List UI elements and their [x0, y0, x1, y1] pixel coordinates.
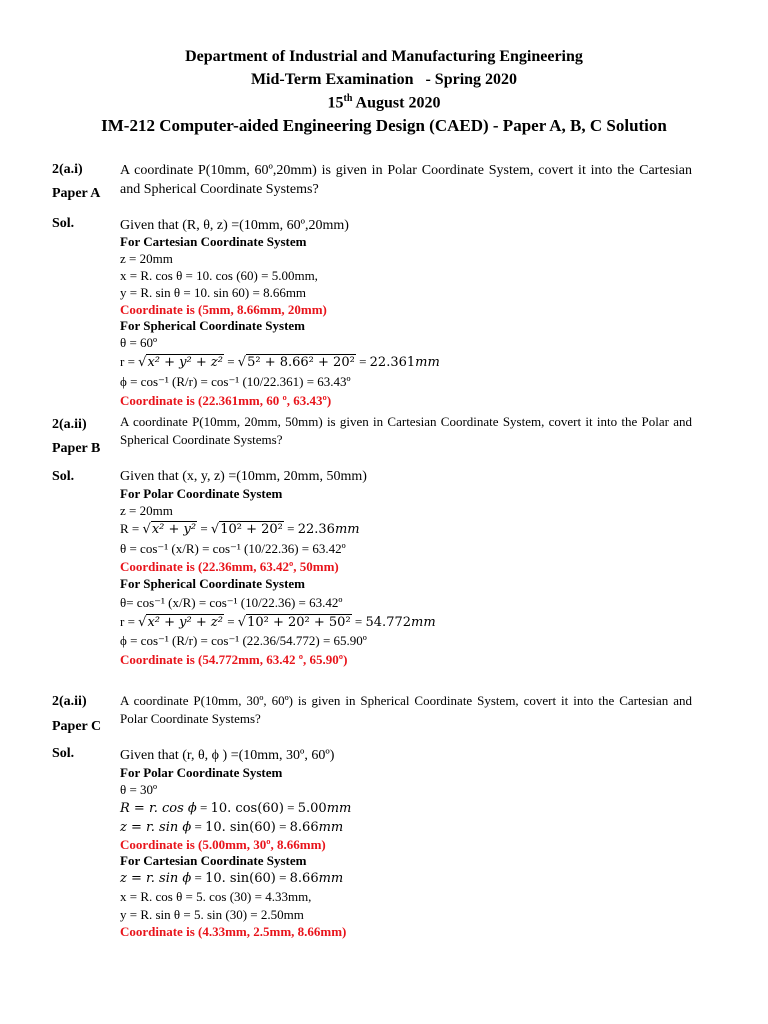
theta2-line-b: θ= cos⁻¹ (x/R) = cos⁻¹ (10/22.36) = 63.42º — [120, 595, 343, 610]
department-title: Department of Industrial and Manufacturing Engineering — [185, 48, 583, 65]
z2-equation-c: z = r. sin ϕ = 10. sin(60) = 8.66mm — [120, 870, 344, 886]
theta-line-b: θ = cos⁻¹ (x/R) = cos⁻¹ (10/22.36) = 63.42º — [120, 541, 346, 556]
question-text-a: A coordinate P(10mm, 60º,20mm) is given in Polar Coordinate System, covert it into the Cartesian and Spherical Coordinate Systems? — [120, 163, 692, 197]
R-equation-c: R = r. cos ϕ = 10. cos(60) = 5.00mm — [120, 800, 352, 816]
z-equation-c: z = r. sin ϕ = 10. sin(60) = 8.66mm — [120, 819, 344, 835]
paper-label-c: Paper C — [52, 719, 102, 734]
heading-polar-b: For Polar Coordinate System — [120, 486, 283, 501]
result-cartesian-c: Coordinate is (4.33mm, 2.5mm, 8.66mm) — [120, 924, 347, 939]
heading-cartesian-a: For Cartesian Coordinate System — [120, 234, 307, 249]
x-line-c: x = R. cos θ = 5. cos (30) = 4.33mm, — [120, 889, 312, 904]
given-a: Given that (R, θ, z) =(10mm, 60º,20mm) — [120, 218, 349, 233]
r-equation-b: r = √x² + y² + z² = √10² + 20² + 50² = 54.772mm — [120, 614, 436, 630]
exam-title: Mid-Term Examination - Spring 2020 — [250, 71, 518, 88]
result-cartesian-a: Coordinate is (5mm, 8.66mm, 20mm) — [120, 302, 327, 317]
result-spherical-b: Coordinate is (54.772mm, 63.42 º, 65.90º) — [120, 652, 348, 667]
exam-date: 15th August 2020 — [327, 93, 441, 112]
question-text-c: A coordinate P(10mm, 30º, 60º) is given in Spherical Coordinate System, covert it into the Cartesian and Polar Coordinate Systems? — [120, 693, 692, 726]
phi-line-b: ϕ = cos⁻¹ (R/r) = cos⁻¹ (22.36/54.772) = 65.90º — [120, 633, 367, 648]
sol-label-b: Sol. — [52, 469, 75, 484]
paper-label-b: Paper B — [52, 441, 101, 456]
y-line-c: y = R. sin θ = 5. sin (30) = 2.50mm — [120, 907, 304, 922]
heading-cartesian-c: For Cartesian Coordinate System — [120, 853, 307, 868]
given-b: Given that (x, y, z) =(10mm, 20mm, 50mm) — [120, 469, 367, 484]
question-number-c: 2(a.ii) — [52, 694, 87, 709]
y-line-a: y = R. sin θ = 10. sin 60) = 8.66mm — [120, 285, 307, 300]
sol-label-c: Sol. — [52, 746, 75, 761]
question-number-a: 2(a.i) — [52, 162, 83, 177]
heading-polar-c: For Polar Coordinate System — [120, 765, 283, 780]
z-line-a: z = 20mm — [120, 251, 173, 266]
heading-spherical-b: For Spherical Coordinate System — [120, 576, 305, 591]
result-polar-c: Coordinate is (5.00mm, 30º, 8.66mm) — [120, 837, 326, 852]
question-number-b: 2(a.ii) — [52, 417, 87, 432]
z-line-b: z = 20mm — [120, 503, 173, 518]
R-equation-b: R = √x² + y² = √10² + 20² = 22.36mm — [120, 521, 360, 537]
paper-label-a: Paper A — [52, 186, 101, 201]
r-equation-a: r = √x² + y² + z² = √5² + 8.66² + 20² = 22.361mm — [120, 354, 440, 370]
question-text-b: A coordinate P(10mm, 20mm, 50mm) is given in Cartesian Coordinate System, covert it into the Polar and Spherical Coordinate Systems? — [120, 414, 692, 447]
result-spherical-a: Coordinate is (22.361mm, 60 º, 63.43º) — [120, 393, 332, 408]
result-polar-b: Coordinate is (22.36mm, 63.42º, 50mm) — [120, 559, 339, 574]
sol-label-a: Sol. — [52, 216, 75, 231]
theta-line-c: θ = 30º — [120, 782, 158, 797]
given-c: Given that (r, θ, ϕ ) =(10mm, 30º, 60º) — [120, 748, 335, 763]
heading-spherical-a: For Spherical Coordinate System — [120, 318, 305, 333]
course-title: IM-212 Computer-aided Engineering Design (CAED) - Paper A, B, C Solution — [101, 116, 667, 135]
phi-line-a: ϕ = cos⁻¹ (R/r) = cos⁻¹ (10/22.361) = 63.43º — [120, 374, 351, 389]
x-line-a: x = R. cos θ = 10. cos (60) = 5.00mm, — [120, 268, 318, 283]
theta-line-a: θ = 60º — [120, 335, 158, 350]
